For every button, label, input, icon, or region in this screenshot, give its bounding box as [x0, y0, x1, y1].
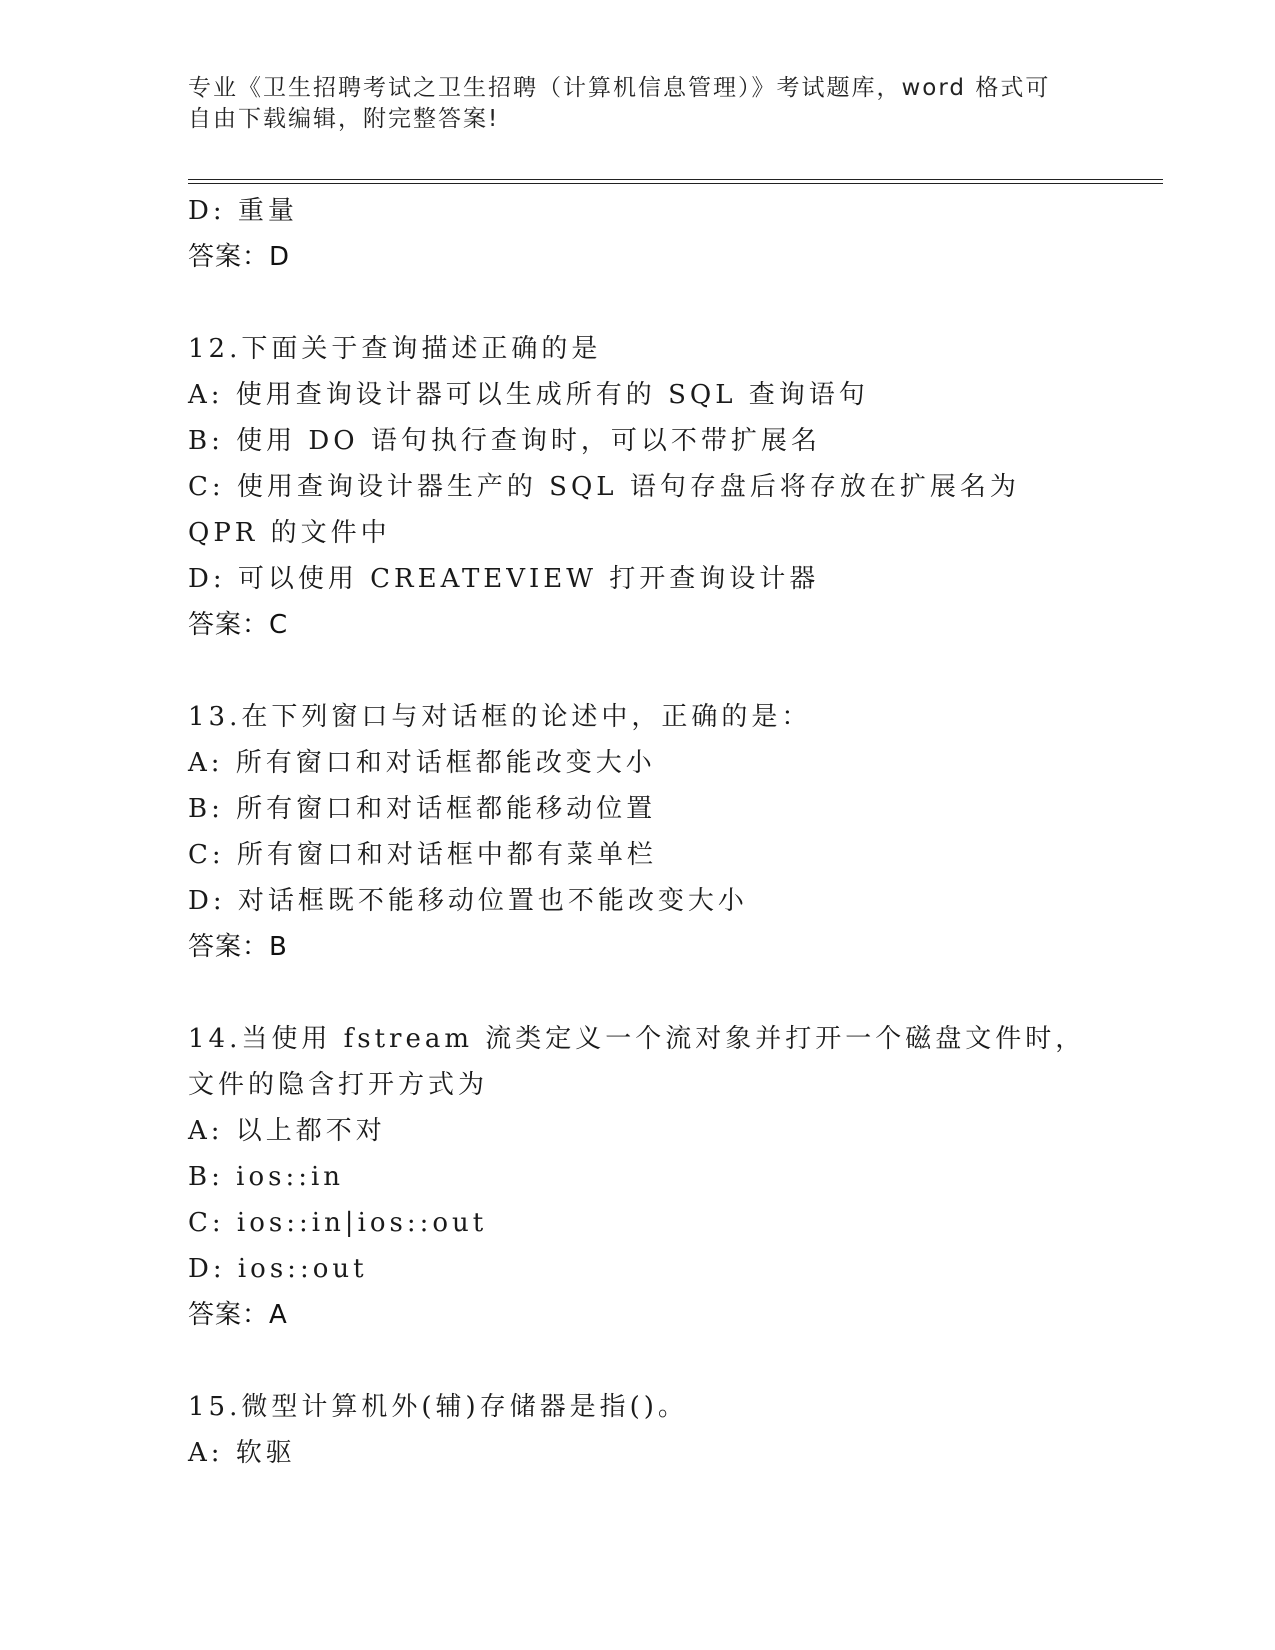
header-rule-top	[188, 179, 1163, 180]
option-a: A: 使用查询设计器可以生成所有的 SQL 查询语句	[188, 380, 869, 410]
question-content	[188, 188, 1088, 1476]
option-d: D: ios::out	[188, 1254, 368, 1284]
spacer	[188, 1338, 1088, 1384]
option-b: B: ios::in	[188, 1162, 345, 1192]
option-b: B: 使用 DO 语句执行查询时，可以不带扩展名	[188, 426, 821, 456]
question-stem: 14.当使用 fstream 流类定义一个流对象并打开一个磁盘文件时，文件的隐含打开方式为	[188, 1024, 1086, 1100]
question-15	[188, 1384, 1088, 1476]
question-stem: 15.微型计算机外(辅)存储器是指()。	[188, 1392, 688, 1422]
answer: 答案：C	[188, 610, 289, 640]
option-d: D: 对话框既不能移动位置也不能改变大小	[188, 886, 748, 916]
option-c: C: ios::in|ios::out	[188, 1208, 488, 1238]
option-c: C: 所有窗口和对话框中都有菜单栏	[188, 840, 657, 870]
answer: 答案：A	[188, 1300, 288, 1330]
answer-carryover: 答案：D	[188, 242, 291, 272]
question-stem: 12.下面关于查询描述正确的是	[188, 334, 602, 364]
option-a: A: 软驱	[188, 1438, 296, 1468]
option-d: D: 可以使用 CREATEVIEW 打开查询设计器	[188, 564, 820, 594]
option-c: C: 使用查询设计器生产的 SQL 语句存盘后将存放在扩展名为 QPR 的文件中	[188, 472, 1033, 548]
spacer	[188, 648, 1088, 694]
answer: 答案：B	[188, 932, 288, 962]
question-14	[188, 1016, 1088, 1338]
question-12	[188, 326, 1088, 648]
option-a: A: 所有窗口和对话框都能改变大小	[188, 748, 656, 778]
document-header: 专业《卫生招聘考试之卫生招聘（计算机信息管理）》考试题库，word 格式可自由下载编辑，附完整答案!	[188, 75, 1051, 132]
question-13	[188, 694, 1088, 970]
question-stem: 13.在下列窗口与对话框的论述中，正确的是：	[188, 702, 812, 732]
spacer	[188, 970, 1088, 1016]
option-a: A: 以上都不对	[188, 1116, 386, 1146]
option-d-carryover: D: 重量	[188, 196, 298, 226]
spacer	[188, 280, 1088, 326]
header-rule-bottom	[188, 183, 1163, 184]
option-b: B: 所有窗口和对话框都能移动位置	[188, 794, 657, 824]
